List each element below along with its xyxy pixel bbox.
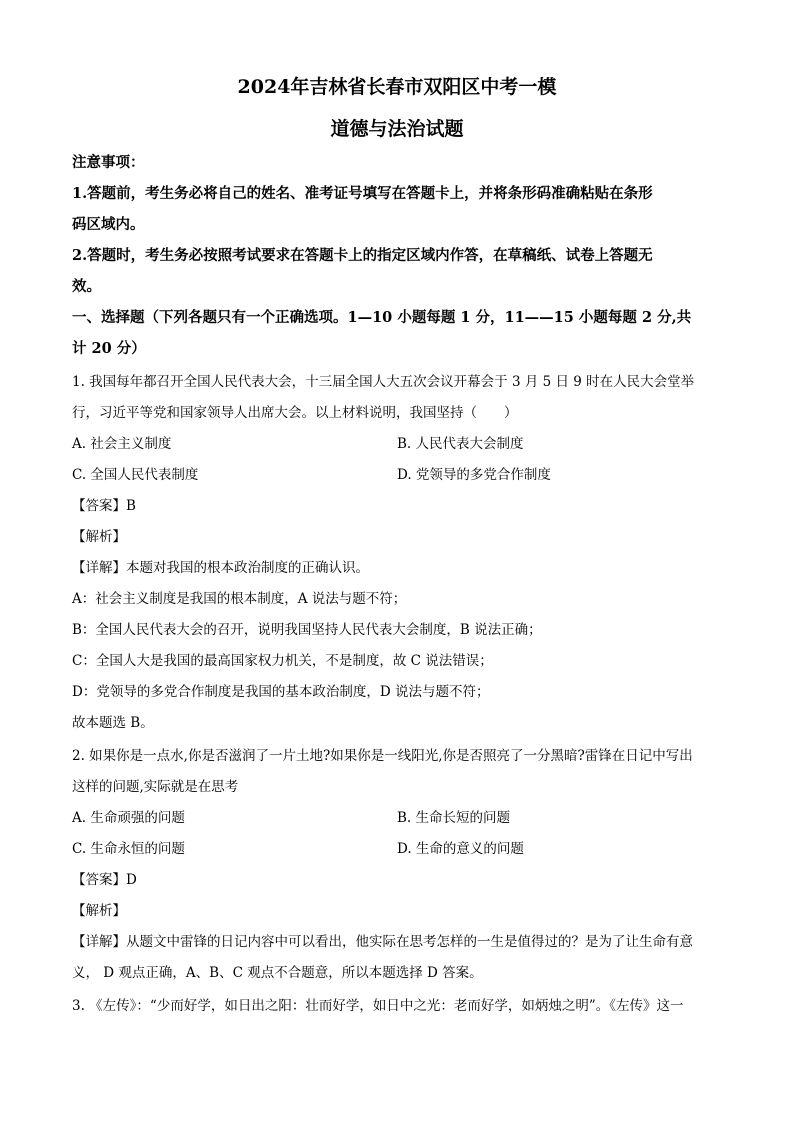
notice-item-1-line-1: 1.答题前，考生务必将自己的姓名、准考证号填写在答题卡上，并将条形码准确粘贴在条形	[72, 185, 653, 202]
q1-explain-c: C：全国人大是我国的最高国家权力机关，不是制度，故 C 说法错误；	[72, 653, 493, 669]
q2-option-b: B. 生命长短的问题	[397, 810, 511, 826]
section-1-heading-line-1: 一、选择题（下列各题只有一个正确选项。1—10 小题每题 1 分，11——15 小题每题 2 分,共	[72, 309, 692, 326]
q1-explain-b: B：全国人民代表大会的召开，说明我国坚持人民代表大会制度，B 说法正确；	[72, 622, 542, 638]
q1-explain-a: A：社会主义制度是我国的根本制度，A 说法与题不符；	[72, 591, 407, 607]
q1-option-d: D. 党领导的多党合作制度	[397, 467, 551, 483]
q1-option-b: B. 人民代表大会制度	[397, 436, 524, 452]
notice-item-2-line-2: 效。	[72, 278, 101, 295]
doc-title: 2024年吉林省长春市双阳区中考一模	[237, 76, 557, 98]
q1-analysis-label: 【解析】	[72, 529, 126, 545]
q2-analysis-label: 【解析】	[72, 903, 126, 919]
q2-option-d: D. 生命的意义的问题	[397, 841, 524, 857]
q2-stem-line-2: 这样的问题,实际就是在思考	[72, 779, 239, 795]
section-1-heading-line-2: 计 20 分）	[72, 340, 146, 357]
doc-subtitle: 道德与法治试题	[330, 118, 464, 140]
notice-heading: 注意事项：	[72, 154, 145, 171]
q1-stem-line-1: 1. 我国每年都召开全国人民代表大会，十三届全国人大五次会议开幕会于 3 月 5 日 9 时在人民大会堂举	[72, 374, 695, 390]
q2-detail-line-1: 【详解】从题文中雷锋的日记内容中可以看出，他实际在思考怎样的一生是值得过的？是为了让生命有意	[72, 934, 693, 950]
q1-explain-d: D：党领导的多党合作制度是我国的基本政治制度，D 说法与题不符；	[72, 684, 490, 700]
q3-stem-line-1: 3. 《左传》：“少而好学，如日出之阳：壮而好学，如日中之光：老而好学，如炳烛之明”。《左传》这一	[72, 998, 684, 1014]
q1-stem-line-2: 行，习近平等党和国家领导人出席大会。以上材料说明，我国坚持（ ）	[72, 405, 518, 421]
q1-detail: 【详解】本题对我国的根本政治制度的正确认识。	[72, 560, 369, 576]
q2-detail-line-2: 义， D 观点正确，A、B、C 观点不合题意，所以本题选择 D 答案。	[72, 965, 483, 981]
q1-option-c: C. 全国人民代表制度	[72, 467, 199, 483]
q2-option-c: C. 生命永恒的问题	[72, 841, 185, 857]
q2-answer: 【答案】D	[72, 872, 137, 888]
notice-item-1-line-2: 码区域内。	[72, 216, 145, 233]
q1-conclusion: 故本题选 B。	[72, 715, 154, 731]
q1-answer: 【答案】B	[72, 498, 136, 514]
q2-stem-line-1: 2. 如果你是一点水,你是否滋润了一片土地?如果你是一线阳光,你是否照亮了一分黑暗?雷锋在日记中写出	[72, 748, 693, 764]
notice-item-2-line-1: 2.答题时，考生务必按照考试要求在答题卡上的指定区域内作答，在草稿纸、试卷上答题无	[72, 247, 653, 264]
q2-option-a: A. 生命顽强的问题	[72, 810, 185, 826]
q1-option-a: A. 社会主义制度	[72, 436, 172, 452]
